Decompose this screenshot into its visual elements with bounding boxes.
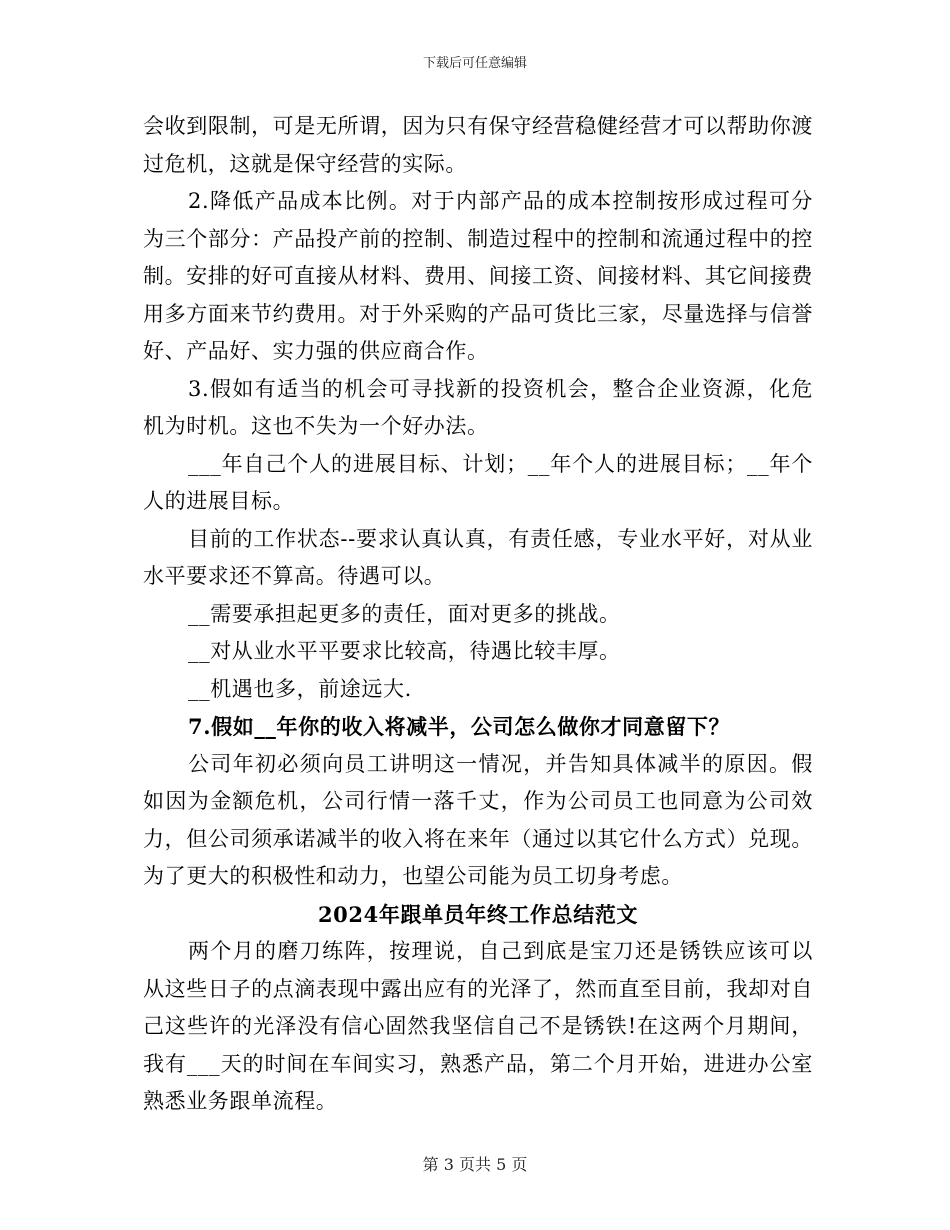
paragraph: 目前的工作状态--要求认真认真，有责任感，专业水平好，对从业水平要求还不算高。待遇可以。 bbox=[143, 526, 813, 588]
document-body bbox=[143, 108, 813, 1121]
paragraph: 公司年初必须向员工讲明这一情况，并告知具体减半的原因。假如因为金额危机，公司行情一落千丈，作为公司员工也同意为公司效力，但公司须承诺减半的收入将在来年（通过以其它什么方式）兑现。为了更大的积极性和动力，也望公司能为员工切身考虑。 bbox=[143, 751, 813, 888]
paragraph: 3.假如有适当的机会可寻找新的投资机会，整合企业资源，化危机为时机。这也不失为一个好办法。 bbox=[143, 376, 813, 438]
paragraph: __对从业水平平要求比较高，待遇比较丰厚。 bbox=[188, 639, 621, 663]
page-footer: 第 3 页共 5 页 bbox=[422, 1155, 528, 1174]
page-header: 下载后可任意编辑 bbox=[422, 56, 527, 71]
paragraph: 2.降低产品成本比例。对于内部产品的成本控制按形成过程可分为三个部分：产品投产前的控制、制造过程中的控制和流通过程中的控制。安排的好可直接从材料、费用、间接工资、间接材料、其它间接费用多方面来节约费用。对于外采购的产品可货比三家，尽量选择与信誉好、产品好、实力强的供应商合作。 bbox=[143, 189, 813, 363]
paragraph: 两个月的磨刀练阵，按理说，自己到底是宝刀还是锈铁应该可以从这些日子的点滴表现中露出应有的光泽了，然而直至目前，我却对自己这些许的光泽没有信心固然我坚信自己不是锈铁!在这两个月期间，我有___天的时间在车间实习，熟悉产品，第二个月开始，进进办公室熟悉业务跟单流程。 bbox=[143, 939, 813, 1113]
paragraph: 会收到限制，可是无所谓，因为只有保守经营稳健经营才可以帮助你渡过危机，这就是保守经营的实际。 bbox=[143, 114, 813, 176]
article-title: 2024年跟单员年终工作总结范文 bbox=[317, 901, 639, 927]
paragraph: ___年自己个人的进展目标、计划；__年个人的进展目标；__年个人的进展目标。 bbox=[143, 451, 813, 513]
paragraph: __需要承担起更多的责任，面对更多的挑战。 bbox=[188, 601, 621, 626]
section-heading: 7.假如__年你的收入将减半，公司怎么做你才同意留下？ bbox=[188, 714, 731, 739]
paragraph: __机遇也多，前途远大. bbox=[188, 676, 412, 701]
